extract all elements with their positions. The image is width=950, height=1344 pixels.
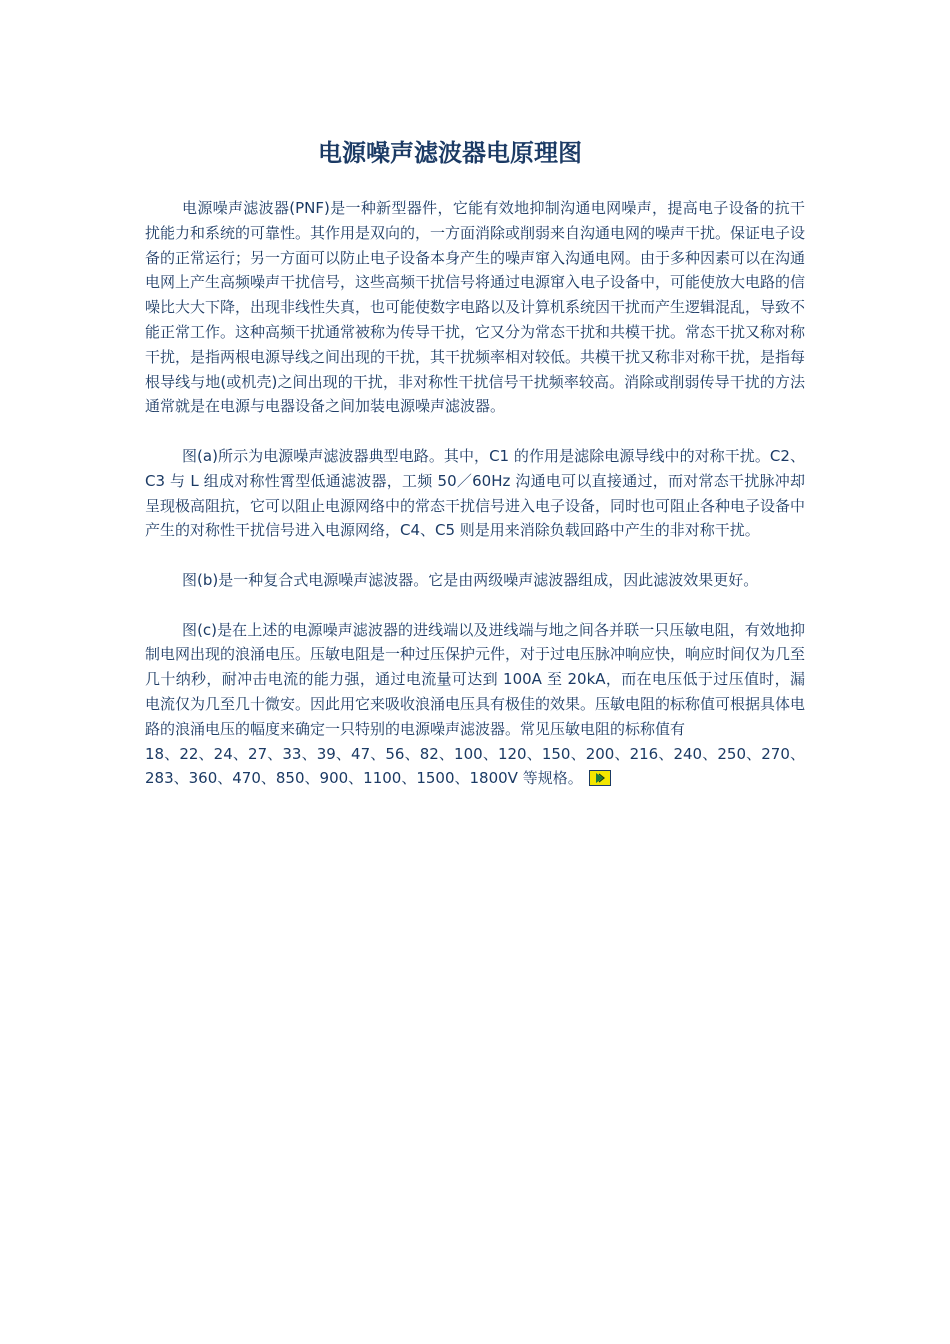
paragraph-figure-c-text: 图(c)是在上述的电源噪声滤波器的进线端以及进线端与地之间各并联一只压敏电阻，有效地抑制电网出现的浪涌电压。压敏电阻是一种过压保护元件，对于过电压脉冲响应快，响应时间仅为几至几十纳秒，耐冲击电流的能力强，通过电流量可达到 100A 至 20kA，而在电压低于过压值时，漏电流仅为几至几十微安。因此用它来吸收浪涌电压具有极佳的效果。压敏电阻的标称值可根据具体电路的浪涌电压的幅度来确定一只特别的电源噪声滤波器。常见压敏电阻的标称值有 xyxy=(145,620,806,738)
paragraph-figure-c xyxy=(145,618,805,792)
document-link-icon[interactable] xyxy=(589,769,611,785)
document-body xyxy=(145,196,805,791)
paragraph-figure-b: 图(b)是一种复合式电源噪声滤波器。它是由两级噪声滤波器组成，因此滤波效果更好。 xyxy=(182,570,759,589)
paragraph-figure-a: 图(a)所示为电源噪声滤波器典型电路。其中，C1 的作用是滤除电源导线中的对称干扰。C2、C3 与 L 组成对称性霄型低通滤波器，工频 50／60Hz 沟通电可以直接通过，而对常态干扰脉冲却呈现极高阻抗，它可以阻止电源网络中的常态干扰信号进入电子设备，同时也可阻止各种电子设备中产生的对称性干扰信号进入电源网络，C4、C5 则是用来消除负载回路中产生的非对称干扰。 xyxy=(145,446,806,540)
document-title: 电源噪声滤波器电原理图 xyxy=(318,139,582,167)
varistor-sizes-text: 18、22、24、27、33、39、47、56、82、100、120、150、200、216、240、250、270、283、360、470、850、900、1100、1500、1800V 等规格。 xyxy=(145,744,805,788)
paragraph-intro: 电源噪声滤波器(PNF)是一种新型器件，它能有效地抑制沟通电网噪声，提高电子设备的抗干扰能力和系统的可靠性。其作用是双向的，一方面消除或削弱来自沟通电网的噪声干扰。保证电子设备的正常运行；另一方面可以防止电子设备本身产生的噪声窜入沟通电网。由于多种因素可以在沟通电网上产生高频噪声干扰信号，这些高频干扰信号将通过电源窜入电子设备中，可能使放大电路的信噪比大大下降，出现非线性失真，也可能使数字电路以及计算机系统因干扰而产生逻辑混乱，导致不能正常工作。这种高频干扰通常被称为传导干扰，它又分为常态干扰和共模干扰。常态干扰又称对称干扰，是指两根电源导线之间出现的干扰，其干扰频率相对较低。共模干扰又称非对称干扰，是指每根导线与地(或机壳)之间出现的干扰，非对称性干扰信号干扰频率较高。消除或削弱传导干扰的方法通常就是在电源与电器设备之间加装电源噪声滤波器。 xyxy=(145,199,806,416)
document-link-icon-graphic xyxy=(589,770,611,786)
varistor-sizes-list xyxy=(145,742,805,792)
